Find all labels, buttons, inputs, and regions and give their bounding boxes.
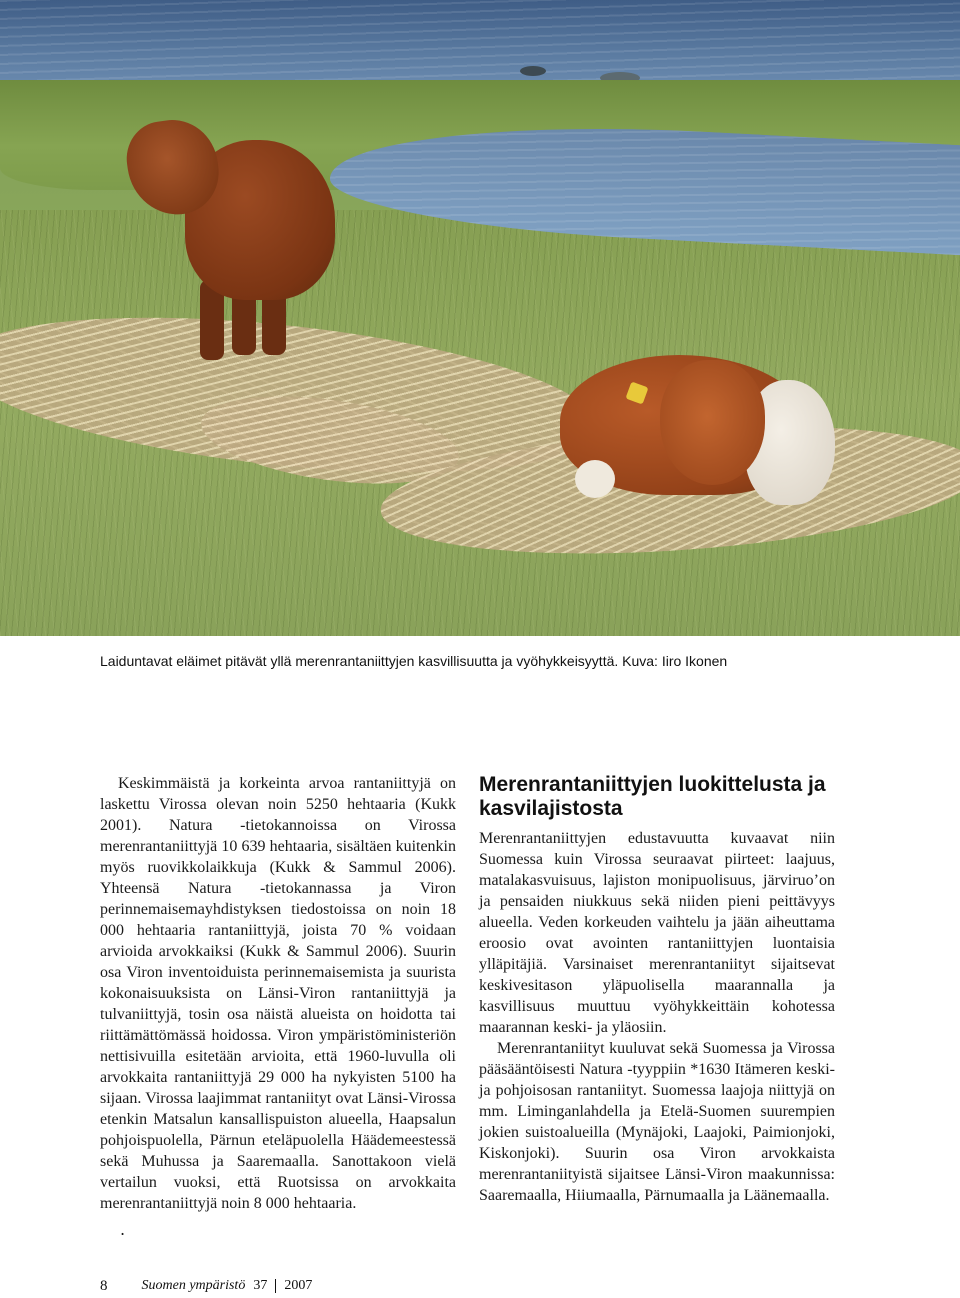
paragraph: Merenrantaniittyjen edustavuutta kuvaavat niin Suomessa kuin Virossa seuraavat piirteet: laajuus, matalakasvuisuus, lajiston monipuolisuus, järviruo’on ja pensaiden niukkuus sekä niiden pieni peittävyys alueella. Veden korkeuden vaihtelu ja jään aiheuttama eroosio ovat avointen rantaniittyjen luontaisia ylläpitäjiä. Varsinaiset merenrantaniityt sijaitsevat keskivesitason yläpuolisella maarannalla ja kasvillisuus muuttuu vyöhykkeittäin kohotessa maarannan keski- ja yläosiin. bbox=[479, 830, 835, 1036]
paragraph: Merenrantaniityt kuuluvat sekä Suomessa ja Virossa pääsääntöisesti Natura -tyyppiin *1630 Itämeren keski- ja pohjoisosan rantaniityt. Suomessa laajoja niittyjä on mm. Liminganlahdella ja Etelä-Suomen suurempien jokien suistoalueilla (Mynäjoki, Laajoki, Paimionjoki, Kiskonjoki). Suurin osa Viron arvokkaista merenrantaniityistä sijaitsee Länsi-Viron maakunnissa: Saaremaalla, Hiiumaalla, Pärnumaalla ja Läänemaalla. bbox=[479, 1040, 835, 1204]
page-number: 8 bbox=[100, 1278, 108, 1294]
page-footer bbox=[100, 1277, 312, 1295]
footer-divider bbox=[275, 1279, 276, 1293]
cover-photo bbox=[0, 0, 960, 636]
stray-period: . bbox=[120, 1220, 126, 1239]
body-text-right bbox=[479, 773, 835, 1206]
section-heading: Merenrantaniittyjen luokittelusta ja kasvilajistosta bbox=[479, 773, 826, 820]
lying-cow-head bbox=[660, 360, 765, 485]
rock bbox=[520, 66, 546, 76]
issue-number: 37 bbox=[253, 1278, 268, 1293]
publication-title: Suomen ympäristö bbox=[141, 1278, 246, 1293]
body-text-left: Keskimmäistä ja korkeinta arvoa rantaniittyjä on laskettu Virossa olevan noin 5250 hehtaaria (Kukk 2001). Natura -tietokannoissa on Virossa merenrantaniittyjä 10 639 hehtaaria, sisältäen kuitenkin myös ruovikkolaikkuja (Kukk & Sammul 2006). Yhteensä Natura -tietokannassa ja Viron perinnemaisemayhdistyksen tiedostoissa on noin 18 000 hehtaaria rantaniittyjä, joista 70 % voidaan arvioida arvokkaiksi (Kukk & Sammul 2006). Suurin osa Viron inventoiduista perinnemaisemista ja suurista kokonaisuuksista on Länsi-Viron rantaniittyjä ja tulvaniittyjä, tosin osa näistä alueista on hoidotta tai riittämättömässä hoidossa. Viron ympäristöministeriön nettisivuilla esitetään arvioita, että 1960-luvulla oli arvokkaita rantaniittyjä 29 000 ha nykyisten 5100 ha sijaan. Virossa laajimmat rantaniityt ovat Länsi-Virossa etenkin Matsalun kansallispuiston alueella, Haapsalun pohjoispuolella, Pärnun eteläpuolella Häädemeestessä sekä Muhussa ja Saaremaalla. Sanottakoon vielä vertailun vuoksi, että Ruotsissa on arvokkaita merenrantaniittyjä noin 8 000 hehtaaria. bbox=[100, 775, 456, 1212]
photo-caption: Laiduntavat eläimet pitävät yllä merenrantaniittyjen kasvillisuutta ja vyöhykkeisyyttä. Kuva: Iiro Ikonen bbox=[100, 653, 728, 669]
publication-year: 2007 bbox=[284, 1278, 313, 1293]
lying-cow-leg bbox=[575, 460, 615, 498]
